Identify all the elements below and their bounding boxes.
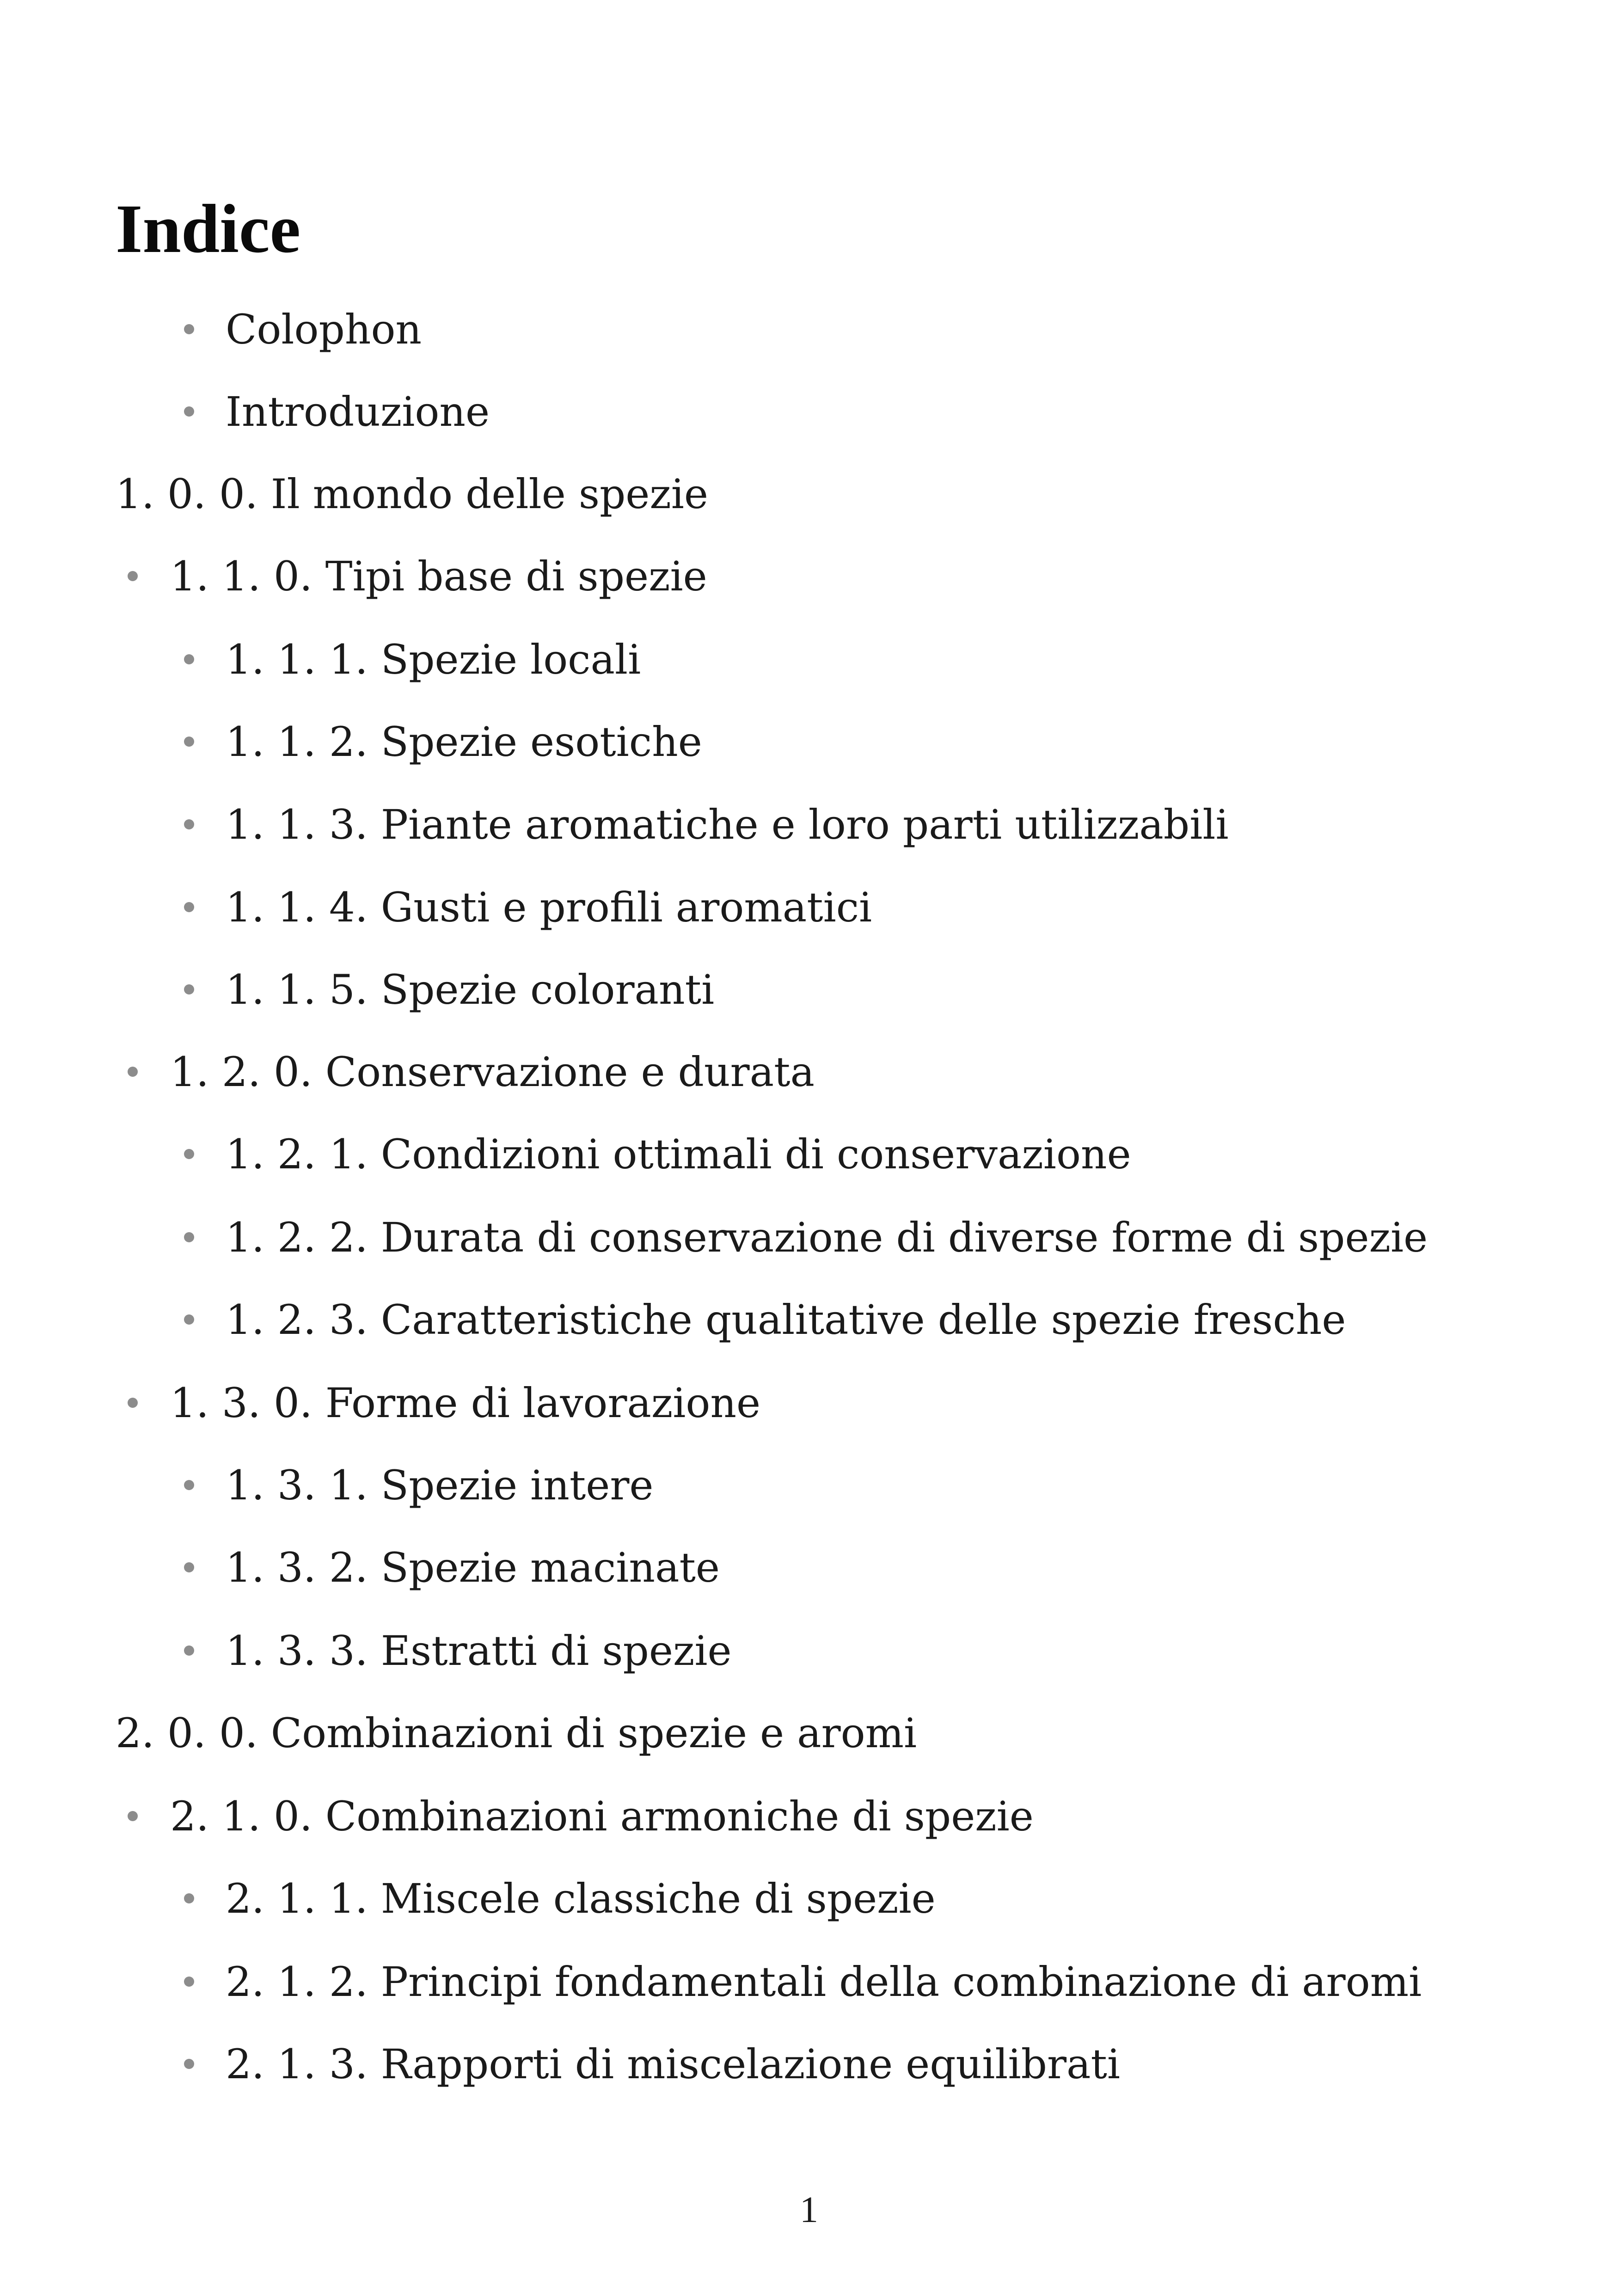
bullet-icon [184, 1893, 194, 1903]
toc-entry-label: 1. 1. 5. Spezie coloranti [226, 965, 715, 1013]
toc-entry[interactable] [184, 384, 490, 439]
bullet-icon [184, 1314, 194, 1325]
toc-entry-label: 1. 2. 2. Durata di conservazione di diverse forme di spezie [226, 1213, 1428, 1261]
toc-entry-label: 1. 3. 1. Spezie intere [226, 1461, 654, 1509]
toc-entry[interactable] [184, 797, 1229, 852]
bullet-icon [128, 1398, 138, 1408]
toc-entry-label: 2. 1. 2. Principi fondamentali della combinazione di aromi [226, 1958, 1422, 2006]
toc-entry[interactable] [184, 632, 641, 687]
toc-entry-label: 1. 1. 3. Piante aromatiche e loro parti utilizzabili [226, 800, 1229, 848]
toc-entry-label: 2. 1. 0. Combinazioni armoniche di spezie [170, 1792, 1034, 1840]
toc-entry-label: Colophon [226, 305, 422, 353]
page-title: Indice [116, 190, 301, 267]
bullet-icon [184, 406, 194, 417]
toc-entry[interactable] [184, 879, 872, 935]
bullet-icon [128, 1811, 138, 1821]
toc-entry[interactable] [184, 1457, 653, 1513]
bullet-icon [184, 984, 194, 995]
bullet-icon [184, 1232, 194, 1242]
bullet-icon [184, 1149, 194, 1159]
toc-entry-label: 2. 0. 0. Combinazioni di spezie e aromi [116, 1709, 917, 1757]
toc-entry-label: 1. 2. 3. Caratteristiche qualitative delle spezie fresche [226, 1295, 1346, 1344]
toc-entry[interactable] [184, 1871, 936, 1926]
bullet-icon [128, 571, 138, 581]
toc-entry-label: 1. 0. 0. Il mondo delle spezie [116, 470, 708, 518]
bullet-icon [184, 819, 194, 829]
toc-entry-label: 1. 2. 0. Conservazione e durata [170, 1048, 815, 1096]
toc-entry[interactable] [184, 1209, 1428, 1265]
toc-entry-label: 1. 1. 0. Tipi base di spezie [170, 552, 707, 600]
bullet-icon [184, 654, 194, 664]
toc-entry-label: 2. 1. 3. Rapporti di miscelazione equilibrati [226, 2040, 1121, 2088]
toc-entry[interactable] [128, 548, 707, 604]
toc-entry[interactable] [128, 1375, 760, 1430]
toc-entry[interactable] [184, 1540, 720, 1595]
toc-entry[interactable] [184, 2036, 1120, 2092]
toc-entry-label: Introduzione [226, 387, 490, 436]
toc-entry[interactable] [184, 962, 714, 1017]
toc-entry-label: 1. 1. 1. Spezie locali [226, 635, 641, 683]
bullet-icon [184, 2059, 194, 2069]
bullet-icon [184, 1480, 194, 1490]
toc-entry-label: 2. 1. 1. Miscele classiche di spezie [226, 1874, 936, 1922]
toc-entry[interactable] [184, 1292, 1346, 1347]
toc-entry[interactable] [128, 1788, 1034, 1844]
bullet-icon [184, 902, 194, 912]
bullet-icon [184, 1977, 194, 1987]
bullet-icon [184, 324, 194, 334]
toc-entry-label: 1. 3. 2. Spezie macinate [226, 1543, 720, 1591]
toc-entry[interactable] [184, 1126, 1131, 1182]
toc-entry-label: 1. 2. 1. Condizioni ottimali di conservazione [226, 1130, 1131, 1178]
toc-entry[interactable] [184, 301, 422, 357]
toc-entry[interactable] [184, 1954, 1422, 2009]
toc-entry-label: 1. 1. 2. Spezie esotiche [226, 718, 702, 766]
toc-entry-label: 1. 3. 0. Forme di lavorazione [170, 1379, 761, 1427]
toc-entry[interactable] [184, 714, 702, 769]
bullet-icon [184, 1645, 194, 1656]
toc-entry-label: 1. 3. 3. Estratti di spezie [226, 1627, 732, 1675]
toc-entry[interactable] [116, 1705, 917, 1761]
bullet-icon [184, 1562, 194, 1572]
toc-entry[interactable] [128, 1044, 815, 1099]
toc-entry[interactable] [184, 1623, 732, 1678]
toc-entry[interactable] [116, 466, 708, 522]
bullet-icon [184, 737, 194, 747]
toc-entry-label: 1. 1. 4. Gusti e profili aromatici [226, 883, 872, 931]
bullet-icon [128, 1067, 138, 1077]
page-number: 1 [800, 2190, 818, 2230]
